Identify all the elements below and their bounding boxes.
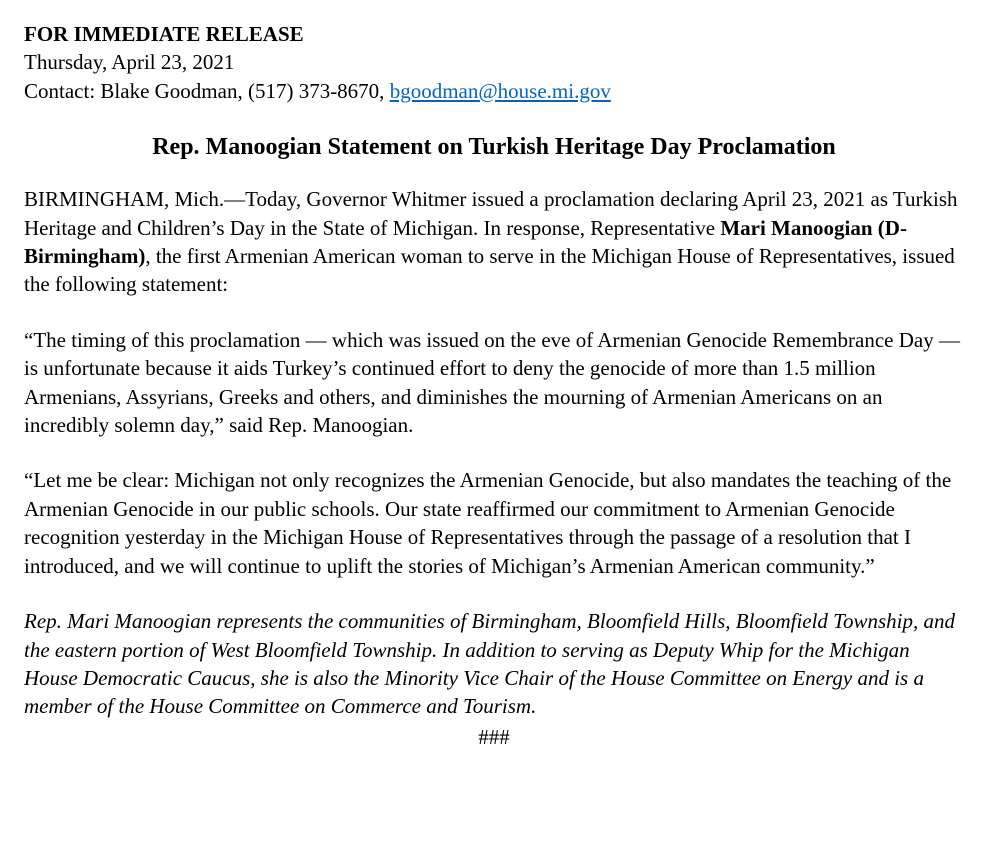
end-mark: ###	[478, 724, 510, 749]
intro-text-start: BIRMINGHAM, Mich.—Today, Governor Whitmer issued a proclamation declaring April 23, 2021 as Turkish Heritage and Children’s Day in the State of Michigan. In response, Representative	[24, 187, 958, 240]
contact-text: Contact: Blake Goodman, (517) 373-8670,	[24, 78, 390, 103]
quote-paragraph-2: “Let me be clear: Michigan not only recognizes the Armenian Genocide, but also mandates the teaching of the Armenian Genocide in our public schools. Our state reaffirmed our commitment to Armenian Genocide recognition yesterday in the Michigan House of Representatives through the passage of a resolution that I introduced, and we will continue to uplift the stories of Michigan’s Armenian American community.”	[24, 468, 952, 578]
representative-name: Mari Manoogian (D-Birmingham)	[24, 215, 907, 269]
release-label: FOR IMMEDIATE RELEASE	[24, 22, 304, 46]
intro-text-end: , the first Armenian American woman to serve in the Michigan House of Representatives, issued the following statement:	[24, 244, 955, 297]
press-release	[24, 20, 964, 751]
page-title: Rep. Manoogian Statement on Turkish Heritage Day Proclamation	[152, 134, 836, 161]
release-date: Thursday, April 23, 2021	[24, 50, 235, 75]
contact-line	[24, 77, 964, 105]
intro-paragraph	[24, 185, 964, 299]
quote-paragraph-1: “The timing of this proclamation — which was issued on the eve of Armenian Genocide Remembrance Day — is unfortunate because it aids Turkey’s continued effort to deny the genocide of more than 1.5 million Armenians, Assyrians, Greeks and others, and diminishes the mourning of Armenian Americans on an incredibly solemn day,” said Rep. Manoogian.	[24, 327, 960, 438]
bio-paragraph: Rep. Mari Manoogian represents the communities of Birmingham, Bloomfield Hills, Bloomfield Township, and the eastern portion of West Bloomfield Township. In addition to serving as Deputy Whip for the Michigan House Democratic Caucus, she is also the Minority Vice Chair of the House Committee on Energy and is a member of the House Committee on Commerce and Tourism.	[24, 609, 955, 719]
contact-email-link[interactable]: bgoodman@house.mi.gov	[389, 78, 611, 103]
